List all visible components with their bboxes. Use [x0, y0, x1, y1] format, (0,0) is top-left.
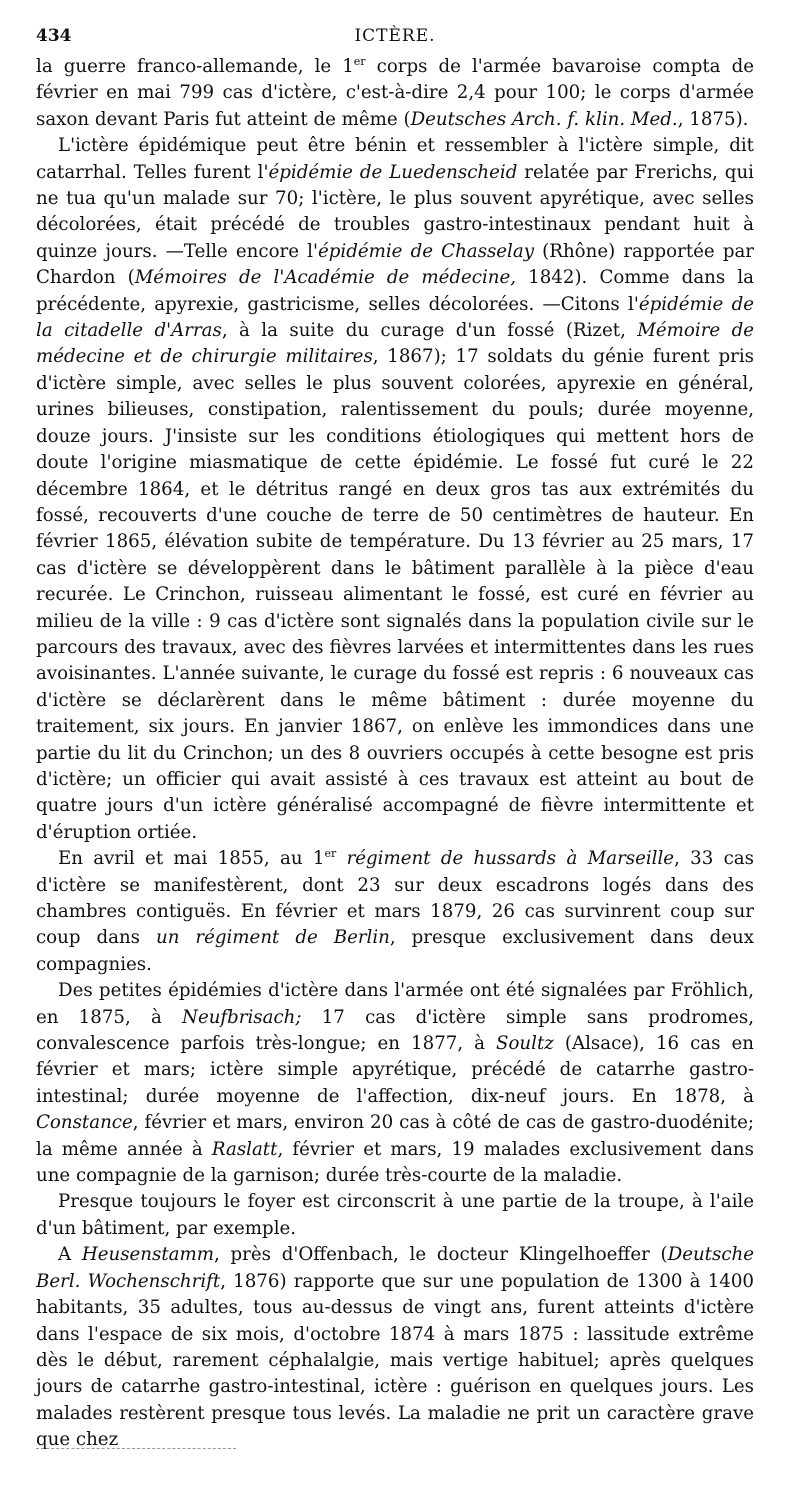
footer-rule	[36, 1448, 236, 1449]
paragraph	[36, 1242, 754, 1453]
running-header	[36, 26, 754, 52]
text-run: L'ictère épidémique peut être bénin et ressembler à l'ictère simple, dit catarrhal. Telles furent l'	[36, 135, 754, 183]
text-run: 1842). Comme dans la précédente, apyrexie, gastricisme, selles décolorées. —Citons l'	[36, 267, 754, 315]
running-title: ICTÈRE.	[354, 26, 436, 46]
page-number: 434	[36, 26, 72, 46]
italic-text: Deutsche Berl. Wochenschrift	[36, 1244, 754, 1292]
text-run: (Rhône) rapportée par Chardon (	[36, 240, 755, 289]
text-run: , près d'Offenbach, le docteur Klingelhoeffer (	[214, 1244, 668, 1266]
text-run: , à la suite du curage d'un fossé (Rizet,	[221, 320, 638, 342]
italic-text: Heusenstamm	[81, 1244, 215, 1266]
text-run: , février et mars, environ 20 cas à côté de cas de gastro-duodénite; la même année à	[36, 1112, 754, 1160]
italic-text: un régiment de Berlin	[155, 927, 390, 949]
italic-text: Mémoires de l'Académie de médecine,	[134, 267, 517, 289]
text-run: Presque toujours le foyer est circonscrit à une partie de la troupe, à l'aile d'un bâtiment, par exemple.	[36, 1191, 754, 1239]
text-run: , février et mars, 19 malades exclusivement dans une compagnie de la garnison; durée très-courte de la maladie.	[36, 1138, 754, 1187]
superscript: er	[353, 54, 366, 68]
italic-text: Raslatt	[211, 1138, 278, 1160]
book-page	[36, 26, 754, 1454]
paragraph	[36, 846, 754, 978]
superscript: er	[324, 847, 337, 861]
text-run: relatée par Frerichs, qui ne tua qu'un malade sur 70; l'ictère, le plus souvent apyrétique, avec selles décolorées, était précédé de troubles gastro-intestinaux pendant huit à quinze jours. —Telle encore l'	[36, 161, 754, 262]
text-run: la guerre franco-allemande, le 1	[36, 56, 354, 77]
text-run: 17 cas d'ictère simple sans prodromes, convalescence parfois très-longue; en 1877, à	[36, 1006, 754, 1055]
italic-text: Mémoire de médecine et de chirurgie militaires	[36, 320, 754, 368]
text-run: , 1875).	[677, 108, 749, 130]
italic-text: régiment de hussards à Marseille	[346, 848, 675, 870]
italic-text: épidémie de Chasselay	[317, 240, 534, 262]
paragraph	[36, 1189, 754, 1242]
text-run: , 1876) rapporte que sur une population de 1300 à 1400 habitants, 35 adultes, tous au-dessus de vingt ans, furent atteints d'ictère dans l'espace de six mois, d'octobre 1874 à mars 1875 : lassitude extrême dès le début, rarement céphalalgie, mais vertige habituel; après quelques jours de catarrhe gastro-intestinal, ictère : guérison en quelques jours. Les malades restèrent presque tous levés. La maladie ne prit un caractère grave que chez	[36, 1270, 754, 1451]
italic-text: Deutsches Arch. f. klin. Med.	[410, 108, 678, 130]
text-run: En avril et mai 1855, au 1	[58, 848, 325, 870]
text-run	[336, 848, 346, 869]
text-run: (Alsace), 16 cas en février et mars; ictère simple apyrétique, précédé de catarrhe gastro-intestinal; durée moyenne de l'affection, dix-neuf jours. En 1878, à	[36, 1033, 754, 1107]
paragraph	[36, 133, 754, 846]
text-run: , 33 cas d'ictère se manifestèrent, dont 23 sur deux escadrons logés dans des chambres contiguës. En février et mars 1879, 26 cas survinrent coup sur coup dans	[36, 848, 754, 949]
paragraph	[36, 54, 754, 133]
text-run: A	[58, 1244, 82, 1266]
italic-text: Neufbrisach;	[182, 1006, 302, 1028]
italic-text: épidémie de la citadelle d'Arras	[36, 293, 754, 342]
text-run: , 1867); 17 soldats du génie furent pris d'ictère simple, avec selles le plus souvent colorées, apyrexie en général, urines bilieuses, constipation, ralentissement du pouls; durée moyenne, douze jours. J'insiste sur les conditions étiologiques qui mettent hors de doute l'origine miasmatique de cette épidémie. Le fossé fut curé le 22 décembre 1864, et le détritus rangé en deux gros tas aux extrémités du fossé, recouverts d'une couche de terre de 50 centimètres de hauteur. En février 1865, élévation subite de température. Du 13 février au 25 mars, 17 cas d'ictère se développèrent dans le bâtiment parallèle à la pièce d'eau recurée. Le Crinchon, ruisseau alimentant le fossé, est curé en février au milieu de la ville : 9 cas d'ictère sont signalés dans la population civile sur le parcours des travaux, avec des fièvres larvées et intermittentes dans les rues avoisinantes. L'année suivante, le curage du fossé est repris : 6 nouveaux cas d'ictère se déclarèrent dans le même bâtiment : durée moyenne du traitement, six jours. En janvier 1867, on enlève les immondices dans une partie du lit du Crinchon; un des 8 ouvriers occupés à cette besogne est pris d'ictère; un officier qui avait assisté à ces travaux est atteint au bout de quatre jours d'un ictère généralisé accompagné de fièvre intermittente et d'éruption ortiée.	[36, 346, 754, 843]
body-text	[36, 54, 754, 1454]
italic-text: Constance	[36, 1112, 133, 1134]
text-run: corps de l'armée bavaroise compta de février en mai 799 cas d'ictère, c'est-à-dire 2,4 pour 100; le corps d'armée saxon devant Paris fut atteint de même (	[36, 56, 754, 130]
text-run: Des petites épidémies d'ictère dans l'armée ont été signalées par Fröhlich, en 1875, à	[36, 980, 754, 1028]
text-run: , presque exclusivement dans deux compagnies.	[36, 927, 754, 975]
italic-text: épidémie de Luedenscheid	[268, 161, 518, 183]
italic-text: Soultz	[496, 1033, 554, 1055]
paragraph	[36, 978, 754, 1189]
